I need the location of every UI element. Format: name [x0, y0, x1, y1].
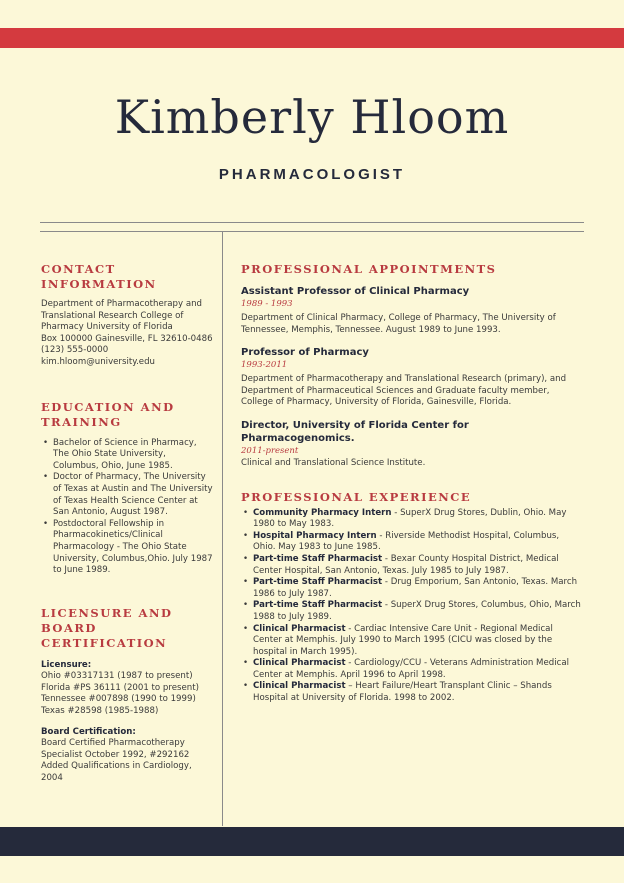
board-lines: [41, 738, 213, 784]
appointment-title: Professor of Pharmacy: [241, 347, 369, 359]
header-divider-bottom: [40, 231, 584, 232]
contact-line: Department of Pharmacotherapy and: [41, 299, 202, 309]
appointments-heading: PROFESSIONAL APPOINTMENTS: [241, 262, 497, 276]
contact-heading: CONTACT INFORMATION: [41, 262, 157, 291]
experience-item: [253, 600, 584, 623]
appointment-period: 1993-2011: [241, 360, 288, 371]
board-line: Added Qualifications in Cardiology,: [41, 761, 192, 772]
board-line: Specialist October 1992, #292162: [41, 749, 190, 760]
appointment-period: 1989 - 1993: [241, 299, 293, 309]
education-heading-line: EDUCATION AND: [41, 399, 175, 414]
experience-item: [253, 531, 584, 554]
contact-email: kim.hloom@university.edu: [41, 356, 155, 367]
contact-line: Translational Research College of: [41, 310, 184, 321]
education-item: • Bachelor of Science in Pharmacy, The Ohio State University, Columbus, Ohio, June 1985.: [53, 438, 213, 473]
license-line: Texas #28598 (1985-1988): [41, 706, 159, 717]
experience-detail: - Drug Emporium, San Antonio, Texas. March 1986 to July 1987.: [253, 577, 578, 599]
license-line: Tennessee #007898 (1990 to 1999): [41, 694, 196, 705]
experience-item: [253, 681, 584, 704]
appointment-entry: [241, 419, 584, 470]
license-line: Ohio #03317131 (1987 to present): [41, 671, 193, 682]
licensure-section: [41, 606, 213, 785]
appointment-entry: [241, 285, 584, 336]
education-list: [41, 438, 213, 577]
licensure-heading-line: LICENSURE AND BOARD: [41, 605, 173, 635]
education-heading: [41, 400, 213, 430]
experience-role: Clinical Pharmacist: [253, 623, 346, 634]
board-line: Board Certified Pharmacotherapy: [41, 738, 185, 749]
experience-heading: PROFESSIONAL EXPERIENCE: [241, 489, 472, 504]
education-section: [41, 400, 213, 577]
experience-detail: - Cardiology/CCU - Veterans Administration Medical Center at Memphis. April 1996 to April 1998.: [253, 658, 569, 680]
experience-role: Community Pharmacy Intern: [253, 507, 392, 518]
experience-list: [241, 508, 584, 705]
column-divider: [222, 231, 223, 826]
appointment-entry: [241, 346, 584, 409]
licensure-heading-line: CERTIFICATION: [41, 635, 168, 650]
experience-role: Part-time Staff Pharmacist: [253, 600, 383, 611]
experience-section: [241, 490, 584, 705]
experience-detail: - SuperX Drug Stores, Columbus, Ohio, March 1988 to July 1989.: [253, 600, 581, 622]
contact-details: [41, 299, 213, 369]
experience-role: Part-time Staff Pharmacist: [253, 577, 383, 588]
contact-phone: (123) 555-0000: [41, 345, 109, 356]
experience-role: Part-time Staff Pharmacist: [253, 553, 383, 564]
license-line: Florida #PS 36111 (2001 to present): [41, 682, 199, 693]
experience-detail: - Cardiac Intensive Care Unit - Regional Medical Center at Memphis. July 1990 to March 1995 (CICU was closed by the hospital in March 1995).: [253, 623, 553, 657]
candidate-name: Kimberly Hloom: [114, 90, 510, 144]
board-block: [41, 727, 213, 785]
education-item: • Postdoctoral Fellowship in Pharmacokinetics/Clinical Pharmacology - The Ohio State University, Columbus,Ohio. July 1987 to June 1989.: [53, 519, 213, 577]
appointment-title: Director, University of Florida Center for Pharmacogenomics.: [241, 419, 469, 444]
licensure-lines: [41, 671, 213, 717]
top-accent-bar: [0, 28, 624, 48]
right-column: [241, 262, 584, 705]
experience-item: [253, 508, 584, 531]
licensure-label: Licensure:: [41, 659, 92, 670]
appointment-description: Department of Clinical Pharmacy, College of Pharmacy, The University of Tennessee, Memphis, Tennessee. August 1989 to June 1993.: [241, 313, 556, 335]
appointment-description: Department of Pharmacotherapy and Translational Research (primary), and Department of Pharmaceutical Sciences and Graduate faculty member, College of Pharmacy, University of Florida, Gainesville, Florida.: [241, 374, 567, 408]
left-column: [41, 262, 213, 785]
education-item: • Doctor of Pharmacy, The University of Texas at Austin and The University of Texas Health Science Center at San Antonio, August 1987.: [53, 472, 213, 518]
licensure-block: [41, 660, 213, 718]
appointments-section: [241, 262, 584, 470]
board-label: Board Certification:: [41, 726, 136, 737]
candidate-role: PHARMACOLOGIST: [218, 166, 406, 183]
licensure-heading: [41, 606, 213, 651]
appointment-title: Assistant Professor of Clinical Pharmacy: [241, 286, 470, 297]
experience-role: Clinical Pharmacist: [253, 658, 346, 669]
experience-detail: - Bexar County Hospital District, Medical Center Hospital, San Antonio, Texas. July 1985 to July 1987.: [253, 553, 559, 576]
header-divider-top: [40, 222, 584, 223]
experience-detail: - Riverside Methodist Hospital, Columbus, Ohio. May 1983 to June 1985.: [253, 530, 560, 553]
appointment-period: 2011-present: [241, 445, 299, 456]
contact-line: Box 100000 Gainesville, FL 32610-0486: [41, 333, 213, 344]
education-heading-line: TRAINING: [41, 414, 122, 429]
experience-item: [253, 624, 584, 659]
experience-item: [253, 577, 584, 600]
experience-detail: - SuperX Drug Stores, Dublin, Ohio. May 1980 to May 1983.: [253, 507, 567, 530]
contact-section: [41, 262, 213, 369]
contact-line: Pharmacy University of Florida: [41, 322, 173, 333]
appointment-description: Clinical and Translational Science Institute.: [241, 457, 426, 468]
experience-item: [253, 554, 584, 577]
experience-role: Clinical Pharmacist: [253, 681, 346, 692]
experience-detail: – Heart Failure/Heart Transplant Clinic – Shands Hospital at University of Florida. 1998 to 2002.: [253, 681, 552, 704]
bottom-accent-bar: [0, 827, 624, 856]
experience-item: [253, 658, 584, 681]
board-line: 2004: [41, 773, 63, 784]
experience-role: Hospital Pharmacy Intern: [253, 530, 377, 541]
